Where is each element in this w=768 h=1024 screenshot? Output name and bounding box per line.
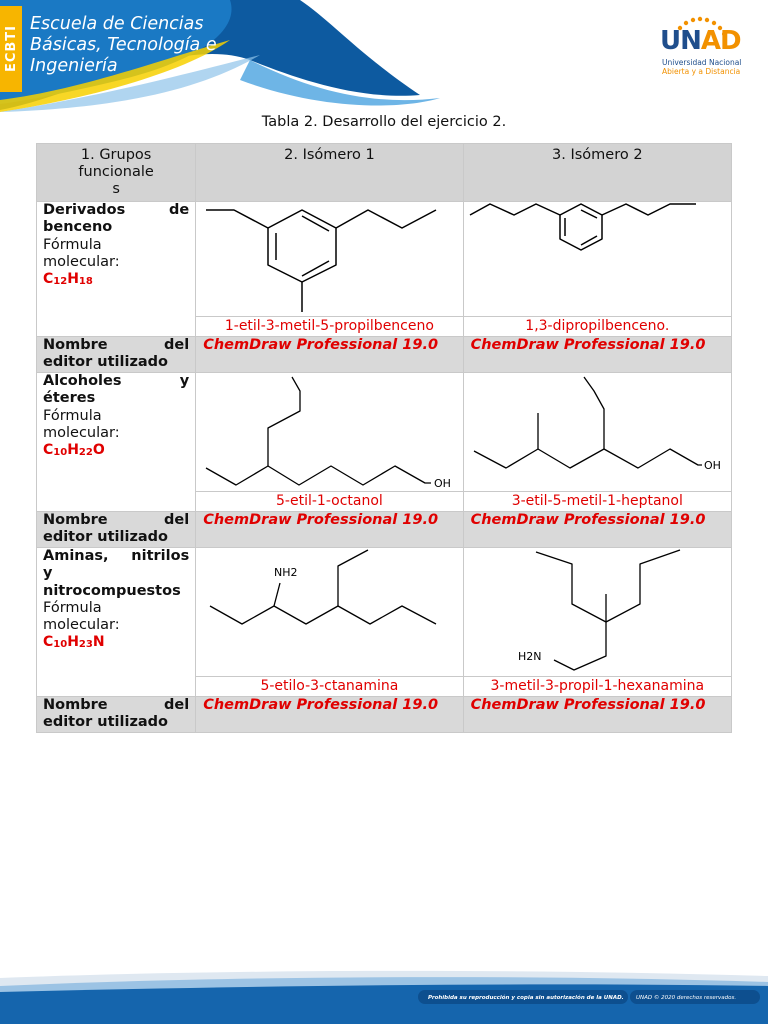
formula-label: molecular:	[43, 424, 120, 441]
unad-wordmark: UNAD	[660, 26, 741, 56]
table-row-amines-nitriles	[37, 548, 732, 697]
isomer-2-cell	[463, 548, 731, 697]
isomer-1-cell	[196, 548, 463, 697]
header-isomer-1: 2. Isómero 1	[196, 144, 463, 202]
table-row-editor	[37, 697, 732, 733]
group-title: y	[43, 565, 53, 582]
editor-label: Nombre del editor utilizado	[37, 337, 196, 373]
isomer-name: 5-etilo-3-ctanamina	[196, 676, 462, 695]
molecular-formula: $C_{12}H_{18}$	[43, 271, 93, 288]
school-name: Escuela de Ciencias Básicas, Tecnología e Ingeniería	[30, 14, 217, 76]
hydroxyl-label: OH	[434, 477, 452, 490]
structure-1-3-dipropylbenzene	[464, 202, 732, 316]
isomer-name: 1-etil-3-metil-5-propilbenceno	[196, 316, 462, 335]
group-title: Alcoholes y	[43, 373, 190, 389]
page-footer	[0, 964, 768, 1024]
isomer-name: 1,3-dipropilbenceno.	[464, 316, 731, 335]
footer-background	[0, 964, 768, 1024]
group-cell-amines	[37, 548, 196, 697]
table-row-alcohols-ethers	[37, 373, 732, 512]
group-cell-alcohols	[37, 373, 196, 512]
structure-5-ethyl-1-octanol	[196, 373, 463, 491]
exercise-table	[36, 143, 732, 733]
isomer-2-cell	[463, 202, 731, 337]
group-title: Derivados de	[43, 202, 190, 218]
table-row-editor	[37, 337, 732, 373]
table-header-row	[37, 144, 732, 202]
isomer-1-cell	[196, 373, 463, 512]
molecular-formula: $C_{10}H_{23}N$	[43, 634, 105, 651]
group-title: éteres	[43, 390, 96, 407]
hydroxyl-label: OH	[703, 459, 721, 472]
isomer-name: 5-etil-1-octanol	[196, 491, 462, 510]
amine-label: NH2	[274, 566, 298, 579]
header-functional-groups: 1. Grupos funcionale s	[37, 144, 196, 202]
ecbti-badge: ECBTI	[0, 6, 22, 92]
table-row-editor	[37, 512, 732, 548]
group-title: benceno	[43, 219, 113, 236]
isomer-2-cell	[463, 373, 731, 512]
formula-label: Fórmula	[43, 236, 102, 253]
editor-value-isomer-1: ChemDraw Professional 19.0	[196, 337, 463, 373]
formula-label: molecular:	[43, 617, 120, 634]
group-title: Aminas, nitrilos	[43, 548, 190, 564]
structure-1-ethyl-3-methyl-5-propylbenzene	[196, 202, 463, 316]
structure-3-methyl-3-propyl-1-hexanamine	[464, 548, 732, 676]
page-header	[0, 0, 768, 112]
table-caption: Tabla 2. Desarrollo del ejercicio 2.	[261, 114, 507, 130]
formula-label: molecular:	[43, 253, 120, 270]
isomer-name: 3-etil-5-metil-1-heptanol	[464, 491, 731, 510]
molecular-formula: $C_{10}H_{22}O$	[43, 442, 105, 459]
isomer-1-cell	[196, 202, 463, 337]
amine-label: H2N	[517, 650, 542, 663]
group-cell-benzene	[37, 202, 196, 337]
unad-subtitle-2: Abierta y a Distancia	[662, 67, 741, 76]
editor-value-isomer-1: ChemDraw Professional 19.0	[196, 697, 463, 733]
footer-copyright: UNAD © 2020 derechos reservados.	[636, 995, 737, 1001]
group-title: nitrocompuestos	[43, 582, 181, 599]
structure-5-ethyl-3-octanamine	[196, 548, 463, 676]
editor-value-isomer-2: ChemDraw Professional 19.0	[463, 337, 731, 373]
unad-subtitle-1: Universidad Nacional	[662, 58, 742, 67]
editor-value-isomer-1: ChemDraw Professional 19.0	[196, 512, 463, 548]
editor-value-isomer-2: ChemDraw Professional 19.0	[463, 697, 731, 733]
header-isomer-2: 3. Isómero 2	[463, 144, 731, 202]
table-row-benzene-derivatives	[37, 202, 732, 337]
editor-label: Nombre del editor utilizado	[37, 512, 196, 548]
footer-disclaimer: Prohibida su reproducción y copia sin autorización de la UNAD.	[428, 995, 624, 1001]
editor-label: Nombre del editor utilizado	[37, 697, 196, 733]
structure-3-ethyl-5-methyl-1-heptanol	[464, 373, 732, 491]
formula-label: Fórmula	[43, 599, 102, 616]
isomer-name: 3-metil-3-propil-1-hexanamina	[464, 676, 731, 695]
formula-label: Fórmula	[43, 407, 102, 424]
editor-value-isomer-2: ChemDraw Professional 19.0	[463, 512, 731, 548]
